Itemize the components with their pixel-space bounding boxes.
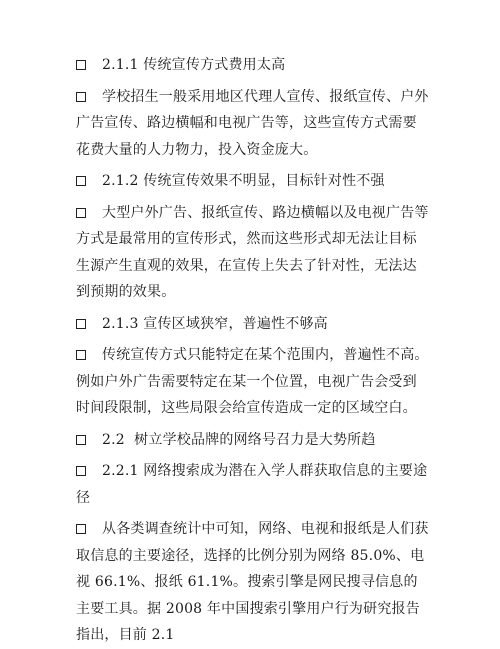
heading-text: 2.2 树立学校品牌的网络号召力是大势所趋 bbox=[102, 431, 376, 448]
heading-text: 2.1.2 传统宣传效果不明显，目标针对性不强 bbox=[102, 173, 385, 189]
checkbox-square-icon bbox=[76, 466, 86, 476]
checkbox-square-icon bbox=[76, 92, 86, 102]
checkbox-square-icon bbox=[76, 435, 86, 445]
paragraph-body bbox=[76, 200, 430, 306]
heading-2-2-1 bbox=[76, 458, 430, 511]
heading-text: 2.2.1 网络搜索成为潜在入学人群获取信息的主要途径 bbox=[76, 463, 428, 506]
paragraph-text: 传统宣传方式只能特定在某个范围内，普遍性不高。例如户外广告需要特定在某一个位置，电视广告会受到时间段限制，这些局限会给宣传造成一定的区域空白。 bbox=[76, 347, 429, 416]
checkbox-square-icon bbox=[76, 319, 86, 329]
checkbox-square-icon bbox=[76, 60, 86, 70]
paragraph-body bbox=[76, 84, 430, 164]
paragraph-text: 大型户外广告、报纸宣传、路边横幅以及电视广告等方式是最常用的宣传形式，然而这些形式却无法让目标生源产生直观的效果，在宣传上失去了针对性，无法达到预期的效果。 bbox=[76, 204, 429, 300]
checkbox-square-icon bbox=[76, 176, 86, 186]
heading-text: 2.1.3 宣传区域狭窄，普遍性不够高 bbox=[102, 315, 328, 332]
heading-2-1-3 bbox=[76, 311, 430, 338]
paragraph-body bbox=[76, 516, 430, 649]
paragraph-text: 从各类调查统计中可知，网络、电视和报纸是人们获取信息的主要途径，选择的比例分别为网络 85.0%、电视 66.1%、报纸 61.1%。搜索引擎是网民搜寻信息的主要工具。据 2008 年中国搜索引擎用户行为研究报告指出，目前 2.1 bbox=[76, 521, 429, 643]
checkbox-square-icon bbox=[76, 208, 86, 218]
heading-2-1-1 bbox=[76, 52, 430, 79]
paragraph-text: 学校招生一般采用地区代理人宣传、报纸宣传、户外广告宣传、路边横幅和电视广告等，这些宣传方式需要花费大量的人力物力，投入资金庞大。 bbox=[76, 88, 429, 158]
paragraph-body bbox=[76, 342, 430, 422]
heading-2-1-2 bbox=[76, 168, 430, 195]
heading-2-2 bbox=[76, 427, 430, 454]
checkbox-square-icon bbox=[76, 524, 86, 534]
heading-text: 2.1.1 传统宣传方式费用太高 bbox=[102, 57, 286, 73]
checkbox-square-icon bbox=[76, 350, 86, 360]
